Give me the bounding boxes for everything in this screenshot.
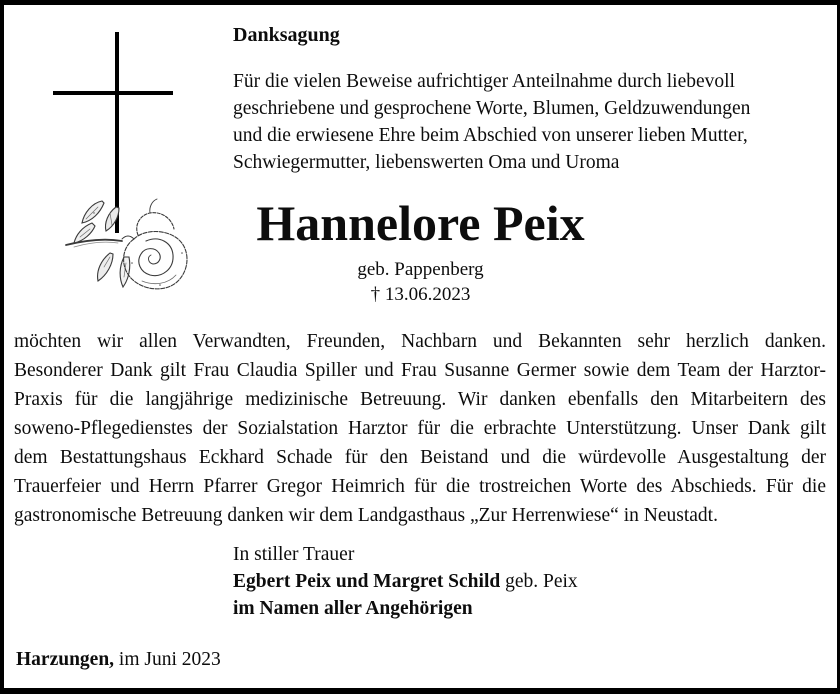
cross-horizontal-bar xyxy=(53,91,173,95)
body-line: dem Bestattungshaus Eckhard Schade für den Beistand und die würdevolle Ausgestaltung der xyxy=(14,447,826,468)
body-line: Trauerfeier und Herrn Pfarrer Gregor Heimrich für die trostreichen Worte des Abschieds. Für die xyxy=(14,476,826,497)
intro-line: geschriebene und gesprochene Worte, Blumen, Geldzuwendungen xyxy=(233,98,751,119)
intro-line: und die erwiesene Ehre beim Abschied von unserer lieben Mutter, xyxy=(233,125,748,146)
mourners-line xyxy=(233,568,578,595)
mourners-names: Egbert Peix und Margret Schild xyxy=(233,571,501,592)
closing-block xyxy=(233,541,578,622)
death-date: † 13.06.2023 xyxy=(370,284,471,305)
deceased-name: Hannelore Peix xyxy=(256,195,585,251)
intro-line: Schwiegermutter, liebenswerten Oma und Uroma xyxy=(233,152,620,173)
intro-line: Für die vielen Beweise aufrichtiger Anteilnahme durch liebevoll xyxy=(233,71,735,92)
closing-salutation: In stiller Trauer xyxy=(233,544,355,565)
body-line: gastronomische Betreuung danken wir dem Landgasthaus „Zur Herrenwiese“ in Neustadt. xyxy=(14,505,718,526)
footer-date: im Juni 2023 xyxy=(118,649,221,670)
body-line: Besonderer Dank gilt Frau Claudia Spiller und Frau Susanne Germer sowie dem Team der Harztor- xyxy=(14,360,826,381)
intro-paragraph xyxy=(233,68,750,176)
body-line: Praxis für die langjährige medizinische Betreuung. Wir danken ebenfalls den Mitarbeitern des xyxy=(14,389,826,410)
notice-title: Danksagung xyxy=(233,24,340,46)
body-line: soweno-Pflegedienstes der Sozialstation Harztor für die erbrachte Unterstützung. Unser Dank gilt xyxy=(14,418,826,439)
mourners-suffix: geb. Peix xyxy=(505,571,578,592)
body-line: möchten wir allen Verwandten, Freunden, Nachbarn und Bekannten sehr herzlich danken. xyxy=(14,331,826,352)
closing-representation: im Namen aller Angehörigen xyxy=(233,598,473,619)
body-paragraph xyxy=(14,327,826,530)
maiden-name: geb. Pappenberg xyxy=(357,259,484,280)
footer-line xyxy=(16,646,221,673)
deceased-block xyxy=(4,197,837,307)
footer-place: Harzungen, xyxy=(16,649,115,670)
